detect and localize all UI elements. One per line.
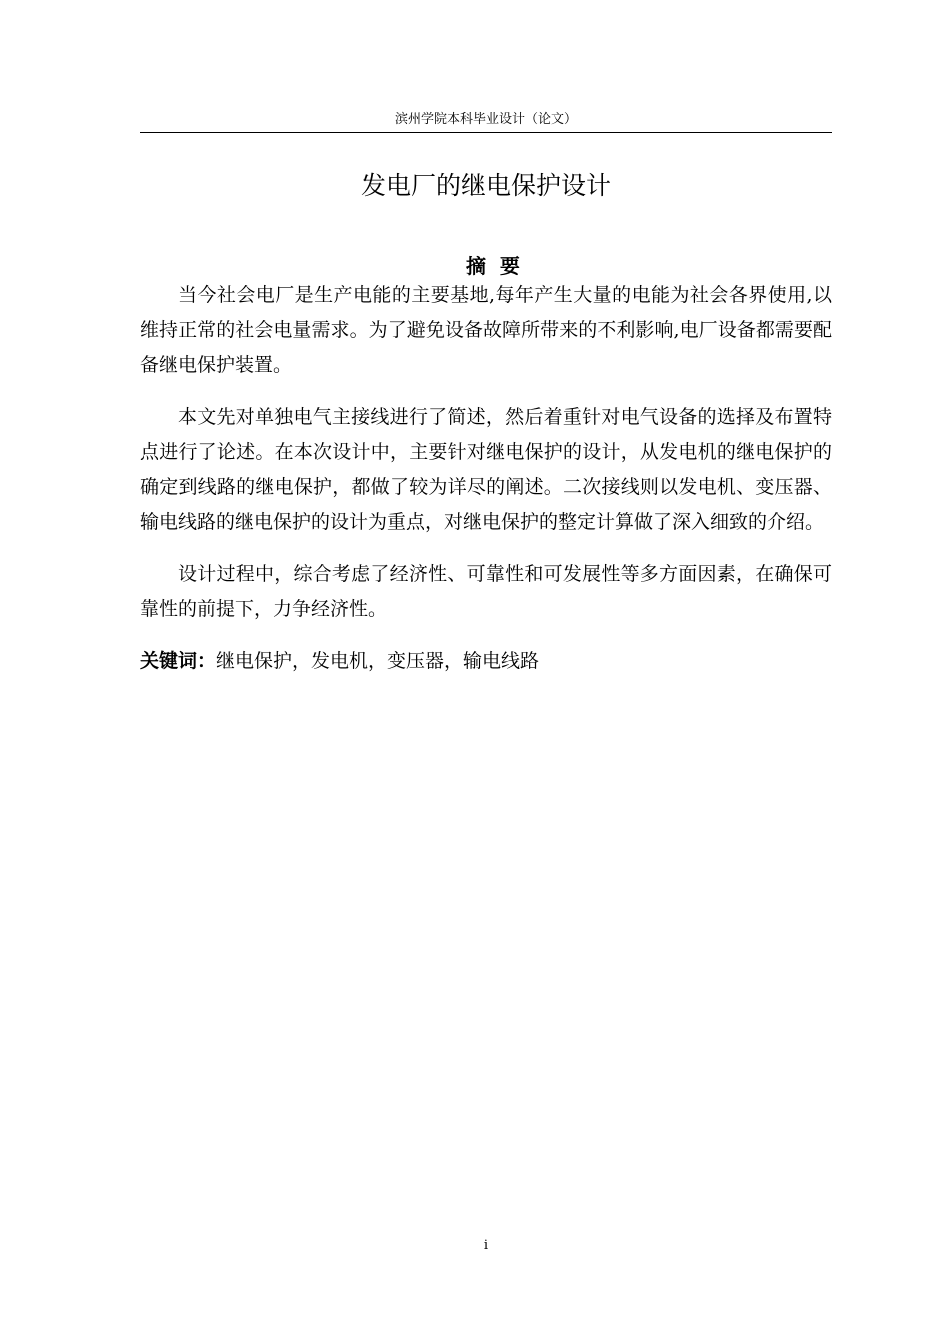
abstract-paragraph-2: 本文先对单独电气主接线进行了简述，然后着重针对电气设备的选择及布置特点进行了论述。在本次设计中，主要针对继电保护的设计，从发电机的继电保护的确定到线路的继电保护，都做了较为详尽的阐述。二次接线则以发电机、变压器、输电线路的继电保护的设计为重点，对继电保护的整定计算做了深入细致的介绍。 — [140, 406, 832, 533]
document-title: 发电厂的继电保护设计 — [360, 171, 611, 200]
running-header — [140, 110, 832, 133]
abstract-heading-text: 摘 要 — [466, 254, 520, 278]
page-number: i — [483, 1238, 489, 1253]
abstract-heading — [140, 218, 832, 282]
abstract-paragraph-3: 设计过程中，综合考虑了经济性、可靠性和可发展性等多方面因素，在确保可靠性的前提下，力争经济性。 — [140, 563, 832, 620]
running-title: 滨州学院本科毕业设计（论文） — [394, 112, 577, 127]
keywords-label: 关键词： — [140, 650, 217, 672]
abstract-body — [140, 278, 832, 679]
keywords-line — [140, 644, 832, 679]
keywords-value: 继电保护，发电机，变压器，输电线路 — [216, 650, 540, 672]
abstract-paragraph-1: 当今社会电厂是生产电能的主要基地,每年产生大量的电能为社会各界使用,以维持正常的社会电量需求。为了避免设备故障所带来的不利影响,电厂设备都需要配备继电保护装置。 — [140, 284, 832, 376]
